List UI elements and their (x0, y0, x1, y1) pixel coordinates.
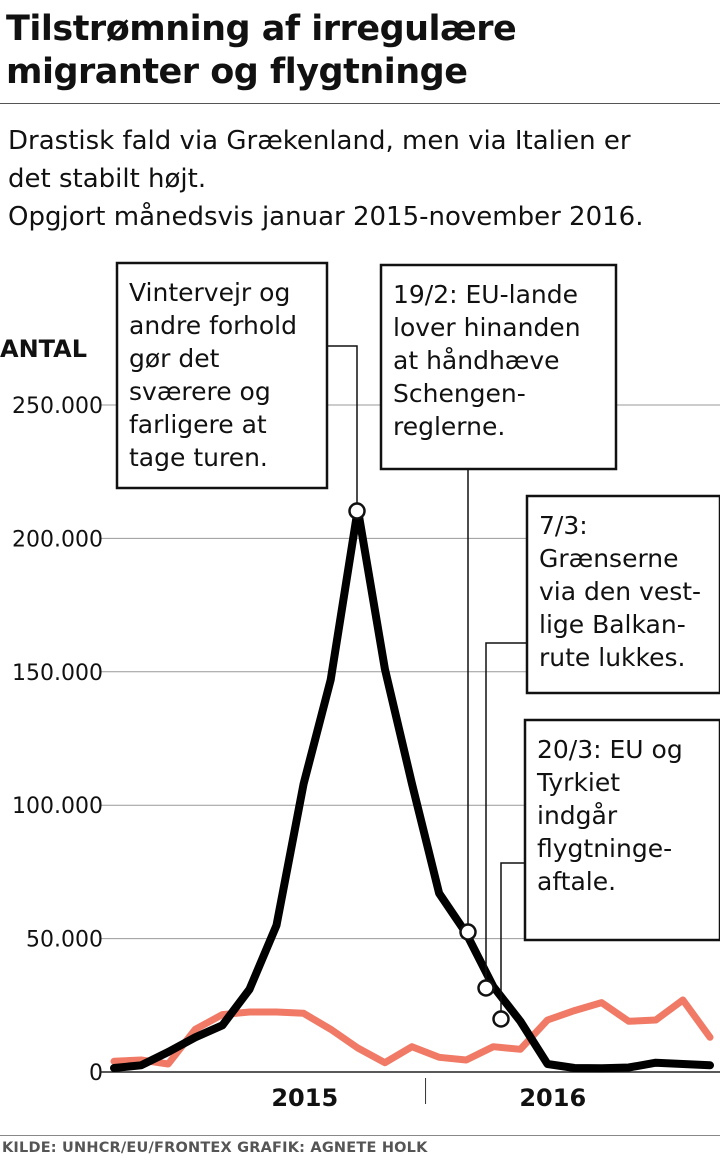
annotation-text: aftale. (537, 867, 617, 896)
annotation-text: 19/2: EU-lande (393, 280, 578, 309)
annotation-leader (486, 643, 527, 988)
source-divider (0, 1135, 720, 1136)
annotation-leader (327, 346, 357, 511)
chart-title-line-2: migranter og flygtninge (6, 52, 468, 92)
y-tick-label: 200.000 (12, 527, 103, 553)
annotation-text: via den vest- (539, 577, 702, 606)
annotation-text: flygtninge- (537, 834, 673, 863)
annotation-marker (350, 504, 365, 519)
annotation-text: farligere at (129, 410, 267, 439)
annotation-text: indgår (537, 801, 618, 830)
source-credit: KILDE: UNHCR/EU/FRONTEX GRAFIK: AGNETE HOLK (2, 1140, 428, 1156)
subtitle-line-3: Opgjort månedsvis januar 2015-november 2016. (8, 202, 644, 232)
annotation-marker (494, 1012, 509, 1027)
annotation-text: sværere og (129, 377, 271, 406)
annotation-text: andre forhold (129, 311, 297, 340)
annotation-text: lige Balkan- (539, 610, 686, 639)
y-tick-label: 50.000 (26, 927, 103, 953)
y-tick-label: 0 (89, 1061, 103, 1086)
x-year-label: 2015 (271, 1084, 339, 1112)
annotation-text: lover hinanden (393, 313, 581, 342)
annotation-text: Tyrkiet (537, 768, 621, 797)
annotation-text: Schengen- (393, 379, 526, 408)
annotation-marker (479, 981, 494, 996)
annotation-text: reglerne. (393, 412, 506, 441)
subtitle-line-2: det stabilt højt. (8, 164, 207, 194)
annotation-text: Grænserne (539, 544, 679, 573)
subtitle-line-1: Drastisk fald via Grækenland, men via Italien er (8, 126, 631, 156)
annotation-text: at håndhæve (393, 346, 560, 375)
annotation-text: rute lukkes. (539, 643, 686, 672)
annotation-text: 7/3: (539, 511, 588, 540)
annotation-text: Vintervejr og (129, 278, 291, 307)
annotation-text: 20/3: EU og (537, 735, 683, 764)
y-tick-label: 250.000 (12, 394, 103, 419)
x-year-label: 2016 (519, 1084, 587, 1112)
y-tick-label: 100.000 (12, 794, 103, 820)
y-axis-label: ANTAL (0, 335, 88, 363)
annotation-text: gør det (129, 344, 220, 373)
annotation-marker (461, 925, 476, 940)
y-tick-label: 150.000 (12, 660, 103, 686)
annotation-text: tage turen. (129, 443, 268, 472)
chart-title-line-1: Tilstrømning af irregulære (6, 9, 517, 49)
